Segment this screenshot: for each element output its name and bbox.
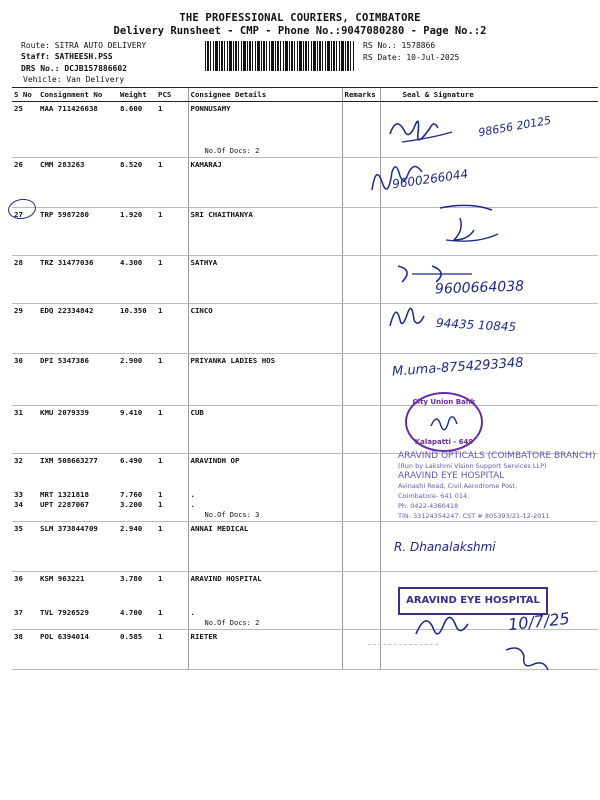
sno-cell: 25 bbox=[12, 102, 38, 158]
consignment-cell: POL 6394014 bbox=[38, 630, 118, 670]
pcs-cell: 1 bbox=[156, 606, 188, 630]
consignee-cell: KAMARAJ bbox=[188, 158, 342, 208]
consignee-name: PONNUSAMY bbox=[190, 104, 231, 113]
consignment-cell: MRT 1321818 bbox=[40, 489, 89, 499]
weight-cell: 4.300 bbox=[118, 256, 156, 304]
weight-cell: 1.920 bbox=[118, 208, 156, 256]
consignee-cell bbox=[188, 102, 342, 158]
pcs-cell: 1 bbox=[156, 354, 188, 406]
remarks-cell bbox=[342, 490, 380, 500]
consignee-cell bbox=[188, 606, 342, 630]
handwritten-number-26: 9600266044 bbox=[391, 166, 469, 192]
barcode bbox=[205, 41, 355, 71]
drs-number: DRS No.: DCJB157886602 bbox=[21, 64, 127, 73]
staff-label: Staff: SATHEESH.PSS bbox=[21, 52, 113, 61]
weight-cell: 3.780 bbox=[120, 574, 143, 583]
pcs-cell: 1 bbox=[158, 456, 163, 465]
signature-scribble-27 bbox=[430, 198, 510, 258]
weight-cell: 6.490 bbox=[120, 456, 143, 465]
consignee-name: . bbox=[190, 607, 195, 617]
handwritten-number-28: 9600664038 bbox=[434, 278, 525, 298]
consignee-cell: . bbox=[188, 490, 342, 500]
consignment-cell: TRZ 31477036 bbox=[38, 256, 118, 304]
column-header: PCS bbox=[156, 88, 188, 102]
consignee-cell: ARAVINDH OP bbox=[188, 454, 342, 490]
consignment-cell: CMM 283263 bbox=[38, 158, 118, 208]
column-header: Remarks bbox=[342, 88, 380, 102]
consignee-cell: ARAVIND HOSPITAL bbox=[188, 572, 342, 606]
consignment-cell: EDQ 22334842 bbox=[38, 304, 118, 354]
pcs-cell: 1 bbox=[156, 406, 188, 454]
handwritten-number-25: 98656 20125 bbox=[477, 113, 553, 140]
stamp-line: Ph: 0422-4360418 bbox=[398, 502, 459, 510]
table-row bbox=[12, 158, 598, 208]
weight-cell: 10.350 bbox=[118, 304, 156, 354]
weight-cell: 8.520 bbox=[118, 158, 156, 208]
pcs-cell: 1 bbox=[156, 158, 188, 208]
docs-count: No.Of Docs: 2 bbox=[204, 619, 260, 627]
consignee-cell bbox=[188, 500, 342, 522]
consignment-cell: TRP 5987280 bbox=[38, 208, 118, 256]
bank-seal-signature bbox=[429, 412, 465, 432]
consignment-cell: DPI 5347386 bbox=[38, 354, 118, 406]
consignee-cell: SATHYA bbox=[188, 256, 342, 304]
remarks-cell bbox=[342, 102, 380, 158]
column-header: Consignment No bbox=[38, 88, 118, 102]
vehicle-label: Vehicle: Van Delivery bbox=[23, 75, 125, 84]
sno-cell: 28 bbox=[12, 256, 38, 304]
sno-cell: 31 bbox=[12, 406, 38, 454]
sno-cell: 29 bbox=[12, 304, 38, 354]
rs-date: RS Date: 10-Jul-2025 bbox=[363, 53, 460, 62]
stamp-line: Coimbatore- 641 014. bbox=[398, 492, 470, 500]
header-subtitle: Delivery Runsheet - CMP - Phone No.:9047080280 - Page No.:2 bbox=[113, 25, 487, 37]
sno-cell: 34 bbox=[12, 500, 38, 522]
stamp-line: ARAVIND OPTICALS (COIMBATORE BRANCH) bbox=[398, 451, 596, 461]
docs-count: No.Of Docs: 3 bbox=[204, 511, 260, 519]
consignment-cell: SLM 373844709 bbox=[38, 522, 118, 572]
column-header: S No bbox=[12, 88, 38, 102]
weight-cell: 0.585 bbox=[118, 630, 156, 670]
consignment-cell: KMU 2079339 bbox=[38, 406, 118, 454]
pcs-cell: 1 bbox=[156, 304, 188, 354]
consignment-cell: UPT 2287067 bbox=[38, 500, 118, 522]
runsheet-table bbox=[12, 87, 598, 670]
bank-seal-stamp bbox=[405, 392, 483, 452]
bank-seal-top-text: City Union Bank bbox=[412, 398, 476, 406]
consignee-cell: CINCO bbox=[188, 304, 342, 354]
signature-scribble-37 bbox=[412, 608, 512, 648]
table-row bbox=[12, 522, 598, 572]
sno-cell: 26 bbox=[12, 158, 38, 208]
remarks-cell bbox=[342, 354, 380, 406]
stamp-line: Avinashi Road, Civil Aerodrome Post, bbox=[398, 482, 518, 490]
bank-seal-bottom-text: Kalapatti - 649 bbox=[414, 438, 474, 446]
pcs-cell: 1 bbox=[156, 500, 188, 522]
consignment-cell: KSM 963221 bbox=[40, 574, 85, 583]
consignment-cell: IXM 508663277 bbox=[40, 456, 98, 465]
remarks-cell bbox=[342, 500, 380, 522]
route-label: Route: SITRA AUTO DELIVERY bbox=[21, 41, 147, 50]
remarks-cell bbox=[342, 454, 380, 490]
rs-number: RS No.: 1578866 bbox=[363, 41, 436, 50]
remarks-cell bbox=[342, 522, 380, 572]
table-header-row bbox=[12, 88, 598, 102]
stamp-line: ARAVIND EYE HOSPITAL bbox=[398, 471, 505, 481]
sno-cell: 36 bbox=[14, 574, 23, 583]
consignee-cell: RIETER bbox=[188, 630, 342, 670]
table-row bbox=[12, 208, 598, 256]
weight-cell: 4.700 bbox=[118, 606, 156, 630]
sno-cell: 33 bbox=[14, 489, 23, 499]
consignee-cell: CUB bbox=[188, 406, 342, 454]
handwritten-date-37: 10/7/25 bbox=[507, 608, 571, 635]
docs-count: No.Of Docs: 2 bbox=[204, 147, 260, 155]
consignee-cell: SRI CHAITHANYA bbox=[188, 208, 342, 256]
sno-cell: 38 bbox=[12, 630, 38, 670]
handwritten-number-29: 94435 10845 bbox=[435, 315, 517, 335]
faint-stamp-impression bbox=[368, 644, 438, 666]
remarks-cell bbox=[342, 606, 380, 630]
weight-cell: 3.200 bbox=[118, 500, 156, 522]
sno-cell: 30 bbox=[12, 354, 38, 406]
table-row bbox=[12, 406, 598, 454]
sno-cell: 27 bbox=[12, 208, 38, 256]
consignee-cell: ANNAI MEDICAL bbox=[188, 522, 342, 572]
remarks-cell bbox=[342, 256, 380, 304]
sno-cell: 35 bbox=[12, 522, 38, 572]
pcs-cell: 1 bbox=[156, 256, 188, 304]
column-header: Weight bbox=[118, 88, 156, 102]
pcs-cell: 1 bbox=[158, 489, 163, 499]
consignee-cell: PRIYANKA LADIES HOS bbox=[188, 354, 342, 406]
hospital-stamp: ARAVIND EYE HOSPITAL bbox=[398, 587, 548, 615]
consignment-cell: TVL 7926529 bbox=[38, 606, 118, 630]
consignee-name: . bbox=[190, 499, 195, 509]
column-header: Consignee Details bbox=[188, 88, 342, 102]
optical-shop-stamp bbox=[398, 451, 595, 521]
weight-cell: 9.410 bbox=[118, 406, 156, 454]
pcs-cell: 1 bbox=[156, 102, 188, 158]
remarks-cell bbox=[342, 572, 380, 606]
weight-cell: 2.940 bbox=[118, 522, 156, 572]
consignment-cell: MAA 711426038 bbox=[38, 102, 118, 158]
weight-cell: 7.760 bbox=[120, 489, 143, 499]
signature-scribble-38 bbox=[500, 640, 560, 676]
weight-cell: 8.600 bbox=[118, 102, 156, 158]
remarks-cell bbox=[342, 208, 380, 256]
handwritten-name-35: R. Dhanalakshmi bbox=[394, 540, 496, 554]
handwritten-name-30: M.uma-8754293348 bbox=[391, 355, 524, 380]
weight-cell: 2.900 bbox=[118, 354, 156, 406]
column-header: Seal & Signature bbox=[380, 88, 598, 102]
pcs-cell: 1 bbox=[156, 630, 188, 670]
sno-cell: 32 bbox=[14, 456, 23, 465]
pcs-cell: 1 bbox=[156, 522, 188, 572]
remarks-cell bbox=[342, 406, 380, 454]
stamp-line: TIN: 33124354247. CST # 805393/21-12-2011 bbox=[398, 512, 550, 520]
pcs-cell: 1 bbox=[158, 574, 163, 583]
stamp-line: (Run by Lakshmi Vision Support Services LLP) bbox=[398, 462, 547, 470]
sno-cell: 37 bbox=[12, 606, 38, 630]
remarks-cell bbox=[342, 304, 380, 354]
header-title: THE PROFESSIONAL COURIERS, COIMBATORE bbox=[179, 12, 421, 24]
pcs-cell: 1 bbox=[156, 208, 188, 256]
